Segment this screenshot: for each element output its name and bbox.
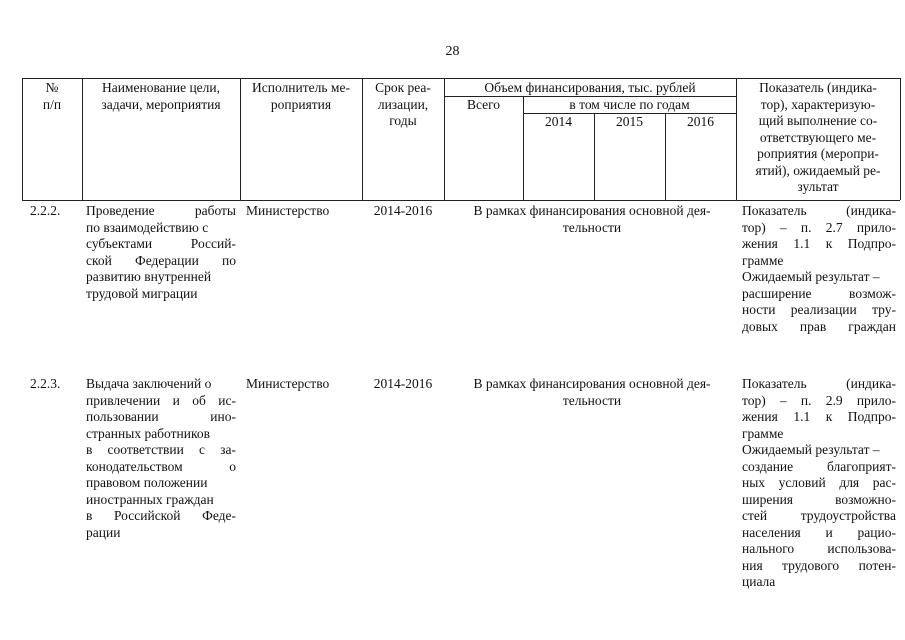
header-year-2014: 2014 [545,114,572,129]
row-name [86,376,236,541]
row-indicator-line: жения 1.1 к Подпро- [742,236,896,251]
row-name [86,203,236,302]
row-term: 2014-2016 [373,203,433,218]
row-indicator-line: грамме [742,252,784,268]
row-term: 2014-2016 [373,376,433,391]
row-indicator-line: жения 1.1 к Подпро- [742,409,896,424]
header-number: № п/п [42,80,62,112]
header-by-years: в том числе по годам [569,97,690,112]
row-indicator-line: населения и рацио- [742,524,896,540]
row-indicator [742,376,896,591]
row-indicator [742,203,896,335]
header-year-2016: 2016 [687,114,714,129]
page-number: 28 [445,44,460,59]
row-name-line: иностранных граждан [86,491,214,507]
row-funding-line: тельности [562,392,622,408]
row-indicator-line: стей трудоустройства [742,508,896,523]
row-name-line: развитию внутренней [86,269,212,284]
row-name-line: странных работников [86,425,210,441]
row-name-line: Выдача заключений о [86,376,212,391]
row-name-line: субъектами Россий- [86,236,236,251]
row-number: 2.2.2. [30,203,61,218]
row-indicator-line: создание благоприят- [742,458,896,474]
row-name-line: привлечении и об ис- [86,392,236,408]
row-indicator-line: тор) – п. 2.9 прило- [742,392,896,408]
row-indicator-line: тор) – п. 2.7 прило- [742,219,896,235]
header-year-2015: 2015 [616,114,643,129]
row-indicator-line: Ожидаемый результат – [742,442,880,457]
row-indicator-line: расширение возмож- [742,285,896,301]
row-funding [444,203,740,236]
row-funding [444,376,740,409]
row-indicator-line: ности реализации тру- [742,302,896,317]
row-name-line: ской Федерации по [86,252,236,268]
row-name-line: в соответствии с за- [86,442,236,457]
row-indicator-line: довых прав граждан [742,318,896,334]
row-executor: Министерство [246,203,330,218]
row-name-line: рации [86,524,121,540]
row-name-line: трудовой миграции [86,285,198,301]
row-funding-line: В рамках финансирования основной дея- [473,376,711,391]
header-executor: Исполнитель ме- роприятия [252,80,350,112]
row-name-line: пользовании ино- [86,409,236,424]
row-indicator-line: ния трудового потен- [742,557,896,573]
header-indicator: Показатель (индика- тор), характеризую- щий выполнение со- ответствующего ме- роприятия (меропри- ятий), ожидаемый ре- зультат [755,80,881,194]
row-indicator-line: нального использова- [742,541,896,556]
row-indicator-line: ширения возможно- [742,491,896,507]
row-number: 2.2.3. [30,376,61,391]
row-funding-line: В рамках финансирования основной дея- [473,203,711,218]
row-indicator-line: Ожидаемый результат – [742,269,880,284]
row-name-line: в Российской Феде- [86,508,236,523]
header-funding: Объем финансирования, тыс. рублей [484,80,696,95]
header-total: Всего [466,97,501,112]
header-term: Срок реа- лизации, годы [375,80,431,128]
row-indicator-line: Показатель (индика- [742,203,896,218]
row-indicator-line: ных условий для рас- [742,475,896,490]
row-name-line: правовом положении [86,475,208,490]
row-name-line: по взаимодействию с [86,219,209,235]
row-executor: Министерство [246,376,330,391]
row-funding-line: тельности [562,219,622,235]
row-indicator-line: Показатель (индика- [742,376,896,391]
header-name: Наименование цели, задачи, мероприятия [101,80,221,112]
row-name-line: конодательством о [86,458,236,474]
row-indicator-line: грамме [742,425,784,441]
row-name-line: Проведение работы [86,203,236,218]
row-indicator-line: циала [742,574,776,589]
